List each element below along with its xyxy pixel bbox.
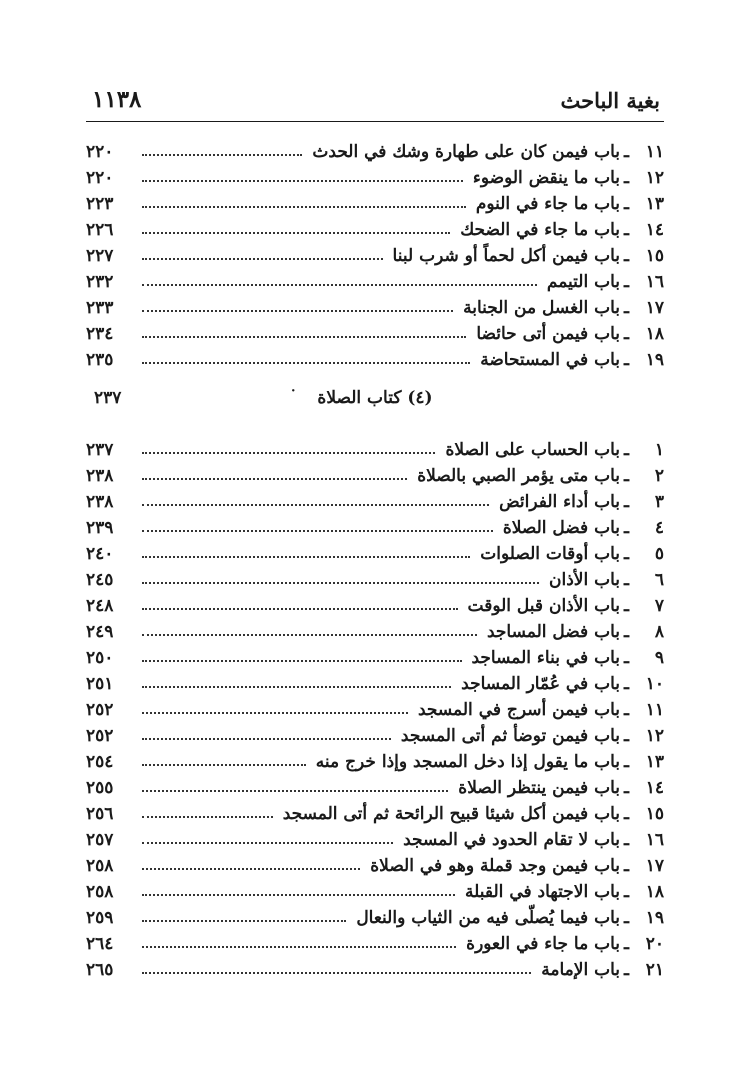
dot-leader [142, 180, 463, 182]
entry-title: باب أوقات الصلوات [480, 544, 621, 564]
entry-number: ١٢ [645, 726, 664, 746]
toc-entry [86, 954, 664, 980]
entry-title: باب فيمن أكل لحماً أو شرب لبنا [392, 246, 621, 266]
entry-number: ١٤ [645, 220, 664, 240]
entry-dash: ـ [624, 350, 629, 370]
entry-title: باب ما جاء في العورة [466, 934, 621, 954]
entry-dash: ـ [624, 220, 629, 240]
toc-entry [86, 668, 664, 694]
entry-number: ٢٠ [645, 934, 664, 954]
toc-entry [86, 850, 664, 876]
toc-entry [86, 876, 664, 902]
entry-page-number: ٢٣٩ [86, 518, 114, 538]
entry-dash: ـ [624, 324, 629, 344]
entry-dash: ـ [624, 272, 629, 292]
entry-page-number: ٢٥٥ [86, 778, 114, 798]
entry-number: ١٠ [645, 674, 664, 694]
entry-number: ١ [654, 440, 664, 460]
entry-dash: ـ [624, 194, 629, 214]
dot-leader [142, 336, 466, 338]
entry-title: باب الأذان [548, 570, 621, 590]
entry-page-number: ٢٥٨ [86, 856, 114, 876]
entry-number: ٥ [654, 544, 664, 564]
dot-leader [142, 452, 435, 454]
entry-page-number: ٢٢٠ [86, 142, 114, 162]
entry-number: ٢ [654, 466, 664, 486]
entry-page-number: ٢٢٧ [86, 246, 114, 266]
dot-leader [142, 920, 346, 922]
dot-leader [142, 686, 451, 688]
dot-leader [142, 712, 408, 714]
entry-dash: ـ [624, 544, 629, 564]
entry-page-number: ٢٥١ [86, 674, 114, 694]
entry-dash: ـ [624, 752, 629, 772]
entry-dash: ـ [624, 804, 629, 824]
entry-page-number: ٢٤٨ [86, 596, 114, 616]
entry-dash: ـ [624, 882, 629, 902]
toc-entry [86, 266, 664, 292]
entry-number: ٨ [654, 622, 664, 642]
entry-page-number: ٢٦٤ [86, 934, 114, 954]
entry-page-number: ٢٦٥ [86, 960, 114, 980]
entry-page-number: ٢٣٨ [86, 492, 114, 512]
section-heading-row [86, 386, 664, 416]
header-rule [86, 121, 664, 122]
entry-page-number: ٢٤٠ [86, 544, 114, 564]
entry-title: باب فيمن أكل شيئا قبيح الرائحة ثم أتى المسجد [282, 804, 621, 824]
entry-dash: ـ [624, 726, 629, 746]
entry-dash: ـ [624, 246, 629, 266]
entry-page-number: ٢٤٩ [86, 622, 114, 642]
entry-page-number: ٢٣٧ [86, 440, 114, 460]
dot-leader [142, 478, 407, 480]
toc-entry [86, 720, 664, 746]
page-number: ١١٣٨ [92, 86, 142, 113]
toc-entry [86, 162, 664, 188]
toc-entry [86, 616, 664, 642]
entry-number: ٧ [654, 596, 664, 616]
entry-number: ١٨ [645, 882, 664, 902]
dot-leader [142, 972, 531, 974]
entry-dash: ـ [624, 518, 629, 538]
entry-title: باب الاجتهاد في القبلة [465, 882, 621, 902]
toc-entry [86, 642, 664, 668]
entry-page-number: ٢٥٠ [86, 648, 114, 668]
entry-title: باب في عُمّار المساجد [461, 674, 621, 694]
entry-page-number: ٢٥٢ [86, 700, 114, 720]
toc-entry [86, 460, 664, 486]
dot-leader [142, 894, 455, 896]
entry-title: باب ما جاء في النوم [475, 194, 621, 214]
entry-page-number: ٢٥٤ [86, 752, 114, 772]
entry-dash: ـ [624, 960, 629, 980]
dot-leader [142, 634, 477, 636]
entry-number: ١٣ [645, 194, 664, 214]
entry-dash: ـ [624, 298, 629, 318]
dot-leader [142, 790, 448, 792]
section-mark: · [291, 384, 296, 399]
dot-leader [142, 842, 393, 844]
toc-entry [86, 344, 664, 370]
toc-entry [86, 292, 664, 318]
entry-number: ١٦ [645, 272, 664, 292]
entry-title: باب الأذان قبل الوقت [467, 596, 621, 616]
entry-title: باب الإمامة [541, 960, 621, 980]
entry-title: باب متى يؤمر الصبي بالصلاة [417, 466, 621, 486]
entry-dash: ـ [624, 648, 629, 668]
dot-leader [142, 206, 466, 208]
toc-entry [86, 824, 664, 850]
entry-title: باب فيمن كان على طهارة وشك في الحدث [312, 142, 621, 162]
entry-dash: ـ [624, 674, 629, 694]
entry-title: باب فيمن وجد قملة وهو في الصلاة [370, 856, 621, 876]
entry-title: باب ما جاء في الضحك [460, 220, 621, 240]
entry-page-number: ٢٣٢ [86, 272, 114, 292]
entry-dash: ـ [624, 700, 629, 720]
entry-page-number: ٢٣٨ [86, 466, 114, 486]
entry-dash: ـ [624, 856, 629, 876]
entry-title: باب في بناء المساجد [471, 648, 621, 668]
entry-dash: ـ [624, 596, 629, 616]
entry-number: ٦ [654, 570, 664, 590]
book-title: بغية الباحث [560, 88, 660, 113]
entry-title: باب فيما يُصلّى فيه من الثياب والنعال [356, 908, 621, 928]
entry-dash: ـ [624, 778, 629, 798]
entry-number: ١٤ [645, 778, 664, 798]
dot-leader [142, 608, 458, 610]
entry-number: ١١ [645, 700, 664, 720]
dot-leader [142, 310, 453, 312]
toc-part-salah [86, 434, 664, 980]
entry-number: ١٢ [645, 168, 664, 188]
entry-number: ١٥ [645, 246, 664, 266]
entry-page-number: ٢٢٦ [86, 220, 114, 240]
dot-leader [142, 582, 539, 584]
toc-entry [86, 136, 664, 162]
entry-page-number: ٢٥٧ [86, 830, 114, 850]
dot-leader [142, 154, 302, 156]
entry-page-number: ٢٢٣ [86, 194, 114, 214]
entry-title: باب في المستحاضة [480, 350, 621, 370]
toc-entry [86, 188, 664, 214]
entry-number: ٩ [654, 648, 664, 668]
entry-title: باب فيمن ينتظر الصلاة [458, 778, 621, 798]
section-title: (٤) كتاب الصلاة [317, 388, 433, 408]
dot-leader [142, 738, 391, 740]
dot-leader [142, 868, 360, 870]
entry-number: ١٧ [645, 298, 664, 318]
dot-leader [142, 946, 456, 948]
entry-page-number: ٢٣٤ [86, 324, 114, 344]
entry-number: ١٩ [645, 908, 664, 928]
toc-entry [86, 590, 664, 616]
entry-title: باب الغسل من الجنابة [463, 298, 621, 318]
toc-entry [86, 434, 664, 460]
entry-dash: ـ [624, 142, 629, 162]
table-of-contents [86, 136, 664, 980]
entry-title: باب التيمم [546, 272, 621, 292]
toc-entry [86, 694, 664, 720]
entry-title: باب الحساب على الصلاة [445, 440, 621, 460]
entry-page-number: ٢٥٨ [86, 882, 114, 902]
entry-title: باب فيمن توضأ ثم أتى المسجد [400, 726, 621, 746]
entry-dash: ـ [624, 466, 629, 486]
entry-number: ١٩ [645, 350, 664, 370]
toc-entry [86, 486, 664, 512]
entry-title: باب فيمن أتى حائضا [476, 324, 621, 344]
dot-leader [142, 504, 489, 506]
entry-dash: ـ [624, 622, 629, 642]
entry-page-number: ٢٣٣ [86, 298, 114, 318]
entry-number: ١٦ [645, 830, 664, 850]
toc-entry [86, 240, 664, 266]
entry-number: ١٣ [645, 752, 664, 772]
entry-title: باب ما يقول إذا دخل المسجد وإذا خرج منه [315, 752, 621, 772]
entry-page-number: ٢٥٦ [86, 804, 114, 824]
toc-entry [86, 772, 664, 798]
entry-title: باب لا تقام الحدود في المسجد [403, 830, 621, 850]
toc-entry [86, 902, 664, 928]
toc-entry [86, 564, 664, 590]
dot-leader [142, 284, 537, 286]
running-head [86, 80, 664, 120]
dot-leader [142, 362, 470, 364]
entry-number: ٢١ [645, 960, 664, 980]
toc-entry [86, 928, 664, 954]
toc-entry [86, 512, 664, 538]
entry-title: باب فيمن أسرج في المسجد [417, 700, 621, 720]
entry-number: ١٨ [645, 324, 664, 344]
toc-entry [86, 214, 664, 240]
entry-dash: ـ [624, 570, 629, 590]
entry-dash: ـ [624, 934, 629, 954]
section-page-number: ٢٣٧ [94, 388, 122, 408]
entry-number: ١١ [645, 142, 664, 162]
dot-leader [142, 530, 493, 532]
toc-part-taharah [86, 136, 664, 370]
entry-dash: ـ [624, 908, 629, 928]
dot-leader [142, 556, 470, 558]
entry-page-number: ٢٥٢ [86, 726, 114, 746]
toc-entry [86, 746, 664, 772]
dot-leader [142, 660, 462, 662]
dot-leader [142, 232, 450, 234]
entry-dash: ـ [624, 492, 629, 512]
entry-title: باب ما ينقض الوضوء [472, 168, 621, 188]
entry-page-number: ٢٥٩ [86, 908, 114, 928]
toc-entry [86, 318, 664, 344]
entry-number: ١٥ [645, 804, 664, 824]
entry-number: ٣ [654, 492, 664, 512]
entry-page-number: ٢٢٠ [86, 168, 114, 188]
dot-leader [142, 816, 273, 818]
dot-leader [142, 258, 383, 260]
entry-title: باب فضل المساجد [487, 622, 621, 642]
entry-dash: ـ [624, 830, 629, 850]
entry-dash: ـ [624, 440, 629, 460]
entry-title: باب فضل الصلاة [502, 518, 621, 538]
entry-title: باب أداء الفرائض [499, 492, 621, 512]
toc-entry [86, 538, 664, 564]
entry-page-number: ٢٣٥ [86, 350, 114, 370]
dot-leader [142, 764, 306, 766]
entry-dash: ـ [624, 168, 629, 188]
entry-number: ١٧ [645, 856, 664, 876]
toc-entry [86, 798, 664, 824]
entry-number: ٤ [654, 518, 664, 538]
entry-page-number: ٢٤٥ [86, 570, 114, 590]
